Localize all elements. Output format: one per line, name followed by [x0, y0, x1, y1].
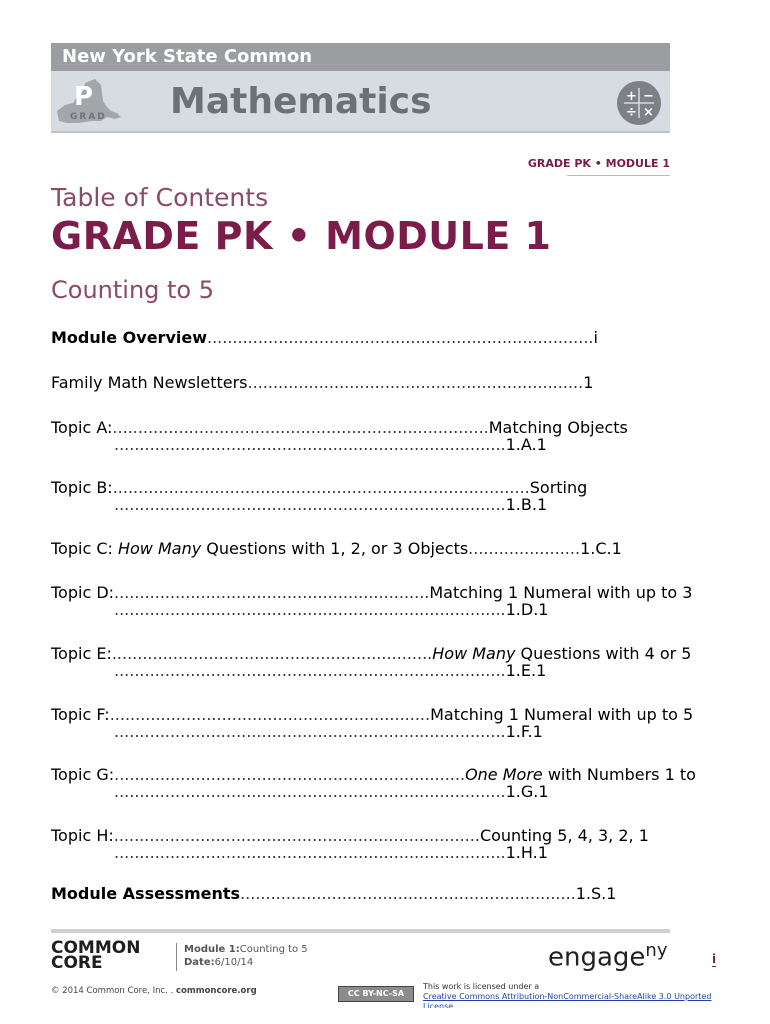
license-text: This work is licensed under a: [423, 982, 540, 991]
header-top-band-text: New York State Common: [62, 46, 313, 67]
license-link-continued[interactable]: License.: [423, 1002, 456, 1008]
toc-entry-page: 1.B.1: [505, 495, 548, 514]
toc-leader: .............................................................................: [114, 722, 506, 741]
toc-entry-label: Topic G:: [51, 765, 115, 784]
toc-leader: .............................................................................: [114, 435, 506, 454]
footer-module-value: Counting to 5: [239, 944, 308, 955]
toc-entry-page: 1.F.1: [505, 722, 543, 741]
engageny-logo-sup: ny: [645, 940, 668, 961]
copyright-site[interactable]: commoncore.org: [175, 986, 257, 996]
toc-leader: ...............................................................: [111, 644, 433, 663]
copyright-text: © 2014 Common Core, Inc. .: [51, 986, 176, 996]
toc-entry-module-overview[interactable]: [51, 328, 598, 348]
toc-entry-page: i: [593, 328, 598, 347]
toc-entry-title: Matching 1 Numeral with up to 3: [429, 583, 693, 602]
toc-leader: ..................................................................................: [112, 478, 530, 497]
toc-entry-topic-d-page-line[interactable]: [114, 600, 548, 620]
toc-leader: .............................................................................: [114, 661, 506, 680]
toc-entry-page: 1.C.1: [580, 539, 622, 558]
toc-leader: ..........................................................................: [112, 418, 489, 437]
toc-entry-label: Topic A:: [51, 418, 113, 437]
toc-leader: .............................................................................: [114, 600, 506, 619]
toc-leader: ..................................................................: [240, 884, 576, 903]
toc-leader: ...............................................................: [109, 705, 431, 724]
toc-entry-page: 1.H.1: [505, 843, 548, 862]
grade-module-title: GRADE PK • MODULE 1: [51, 214, 552, 258]
toc-entry-label: Topic E:: [51, 644, 112, 663]
toc-leader: .............................................................................: [114, 782, 506, 801]
footer-date-value: 6/10/14: [214, 957, 254, 968]
footer-date-label: Date:: [184, 957, 215, 968]
subject-title: Mathematics: [170, 81, 432, 122]
footer-module: [184, 944, 308, 955]
grade-badge-letter: P: [74, 82, 94, 112]
toc-leader: ..............................................................: [114, 583, 430, 602]
toc-entry-page: 1.S.1: [575, 884, 617, 903]
toc-entry-title: Matching 1 Numeral with up to 5: [430, 705, 694, 724]
toc-entry-module-assessments[interactable]: [51, 884, 616, 904]
toc-entry-title-emphasis: One More: [465, 765, 543, 784]
toc-entry-topic-h-page-line[interactable]: [114, 843, 548, 863]
toc-entry-topic-b-page-line[interactable]: [114, 495, 547, 515]
toc-entry-label: Topic C:: [51, 539, 118, 558]
svg-text:÷: ÷: [626, 105, 637, 120]
common-core-logo: [51, 938, 161, 973]
toc-entry-page: 1.D.1: [505, 600, 549, 619]
toc-entry-page: 1.G.1: [505, 782, 549, 801]
engageny-logo: [548, 940, 667, 973]
copyright: [51, 986, 257, 996]
toc-entry-topic-g-page-line[interactable]: [114, 782, 549, 802]
toc-entry-title-emphasis: How Many: [432, 644, 516, 663]
logo-line-2: CORE: [51, 953, 103, 973]
footer-rule: [51, 929, 670, 933]
page-number: i: [712, 952, 717, 966]
toc-entry-label: Family Math Newsletters: [51, 373, 248, 392]
toc-leader: ..................................................................: [247, 373, 584, 392]
toc-title: Table of Contents: [51, 183, 269, 212]
toc-entry-title: Counting 5, 4, 3, 2, 1: [479, 826, 649, 845]
cc-license-badge[interactable]: CC BY-NC-SA: [338, 986, 414, 1002]
toc-entry-label: Module Assessments: [51, 884, 241, 903]
engageny-logo-text: engage: [548, 942, 646, 973]
module-name: Counting to 5: [51, 276, 215, 304]
toc-entry-page: 1: [583, 373, 594, 392]
toc-leader: ........................................................................: [113, 826, 480, 845]
toc-entry-title: Matching Objects: [488, 418, 628, 437]
footer-date: [184, 957, 253, 968]
running-header: GRADE PK • MODULE 1: [527, 157, 670, 170]
toc-entry-page: 1.A.1: [505, 435, 547, 454]
logo-line-1: COMMON: [51, 938, 141, 958]
toc-entry-label: Topic D:: [51, 583, 115, 602]
toc-entry-title: with Numbers 1 to: [542, 765, 696, 784]
footer-module-label: Module 1:: [184, 944, 240, 955]
toc-entry-label: Topic B:: [51, 478, 113, 497]
toc-leader: ......................: [468, 539, 581, 558]
toc-entry-label: Module Overview: [51, 328, 207, 347]
toc-entry-label: Topic F:: [51, 705, 110, 724]
toc-entry-topic-f-page-line[interactable]: [114, 722, 543, 742]
toc-entry-topic-c[interactable]: [51, 539, 622, 559]
toc-entry-topic-a-page-line[interactable]: [114, 435, 547, 455]
svg-text:+: +: [626, 89, 637, 104]
toc-entry-label: Topic H:: [51, 826, 114, 845]
toc-leader: .....................................................................: [114, 765, 466, 784]
grade-badge-label: GRAD: [70, 112, 107, 122]
svg-text:×: ×: [643, 105, 654, 120]
toc-entry-label-emphasis: How Many: [117, 539, 202, 558]
math-operations-icon: [616, 80, 662, 126]
license-link[interactable]: Creative Commons Attribution-NonCommercial-ShareAlike 3.0 Unported: [423, 992, 712, 1001]
toc-entry-label-rest: Questions with 1, 2, or 3 Objects: [201, 539, 469, 558]
footer-divider: [176, 943, 177, 971]
svg-text:−: −: [643, 89, 654, 104]
toc-entry-title: Questions with 4 or 5: [515, 644, 692, 663]
toc-entry-title: Sorting: [529, 478, 588, 497]
toc-entry-page: 1.E.1: [505, 661, 547, 680]
toc-leader: .............................................................................: [114, 843, 506, 862]
toc-entry-family-math-newsletters[interactable]: [51, 373, 593, 393]
header-top-band: [51, 43, 670, 71]
toc-leader: .............................................................................: [114, 495, 506, 514]
toc-leader: ............................................................................: [206, 328, 594, 347]
toc-entry-topic-e-page-line[interactable]: [114, 661, 546, 681]
running-header-underline: [567, 175, 670, 176]
header-divider: [51, 131, 670, 133]
